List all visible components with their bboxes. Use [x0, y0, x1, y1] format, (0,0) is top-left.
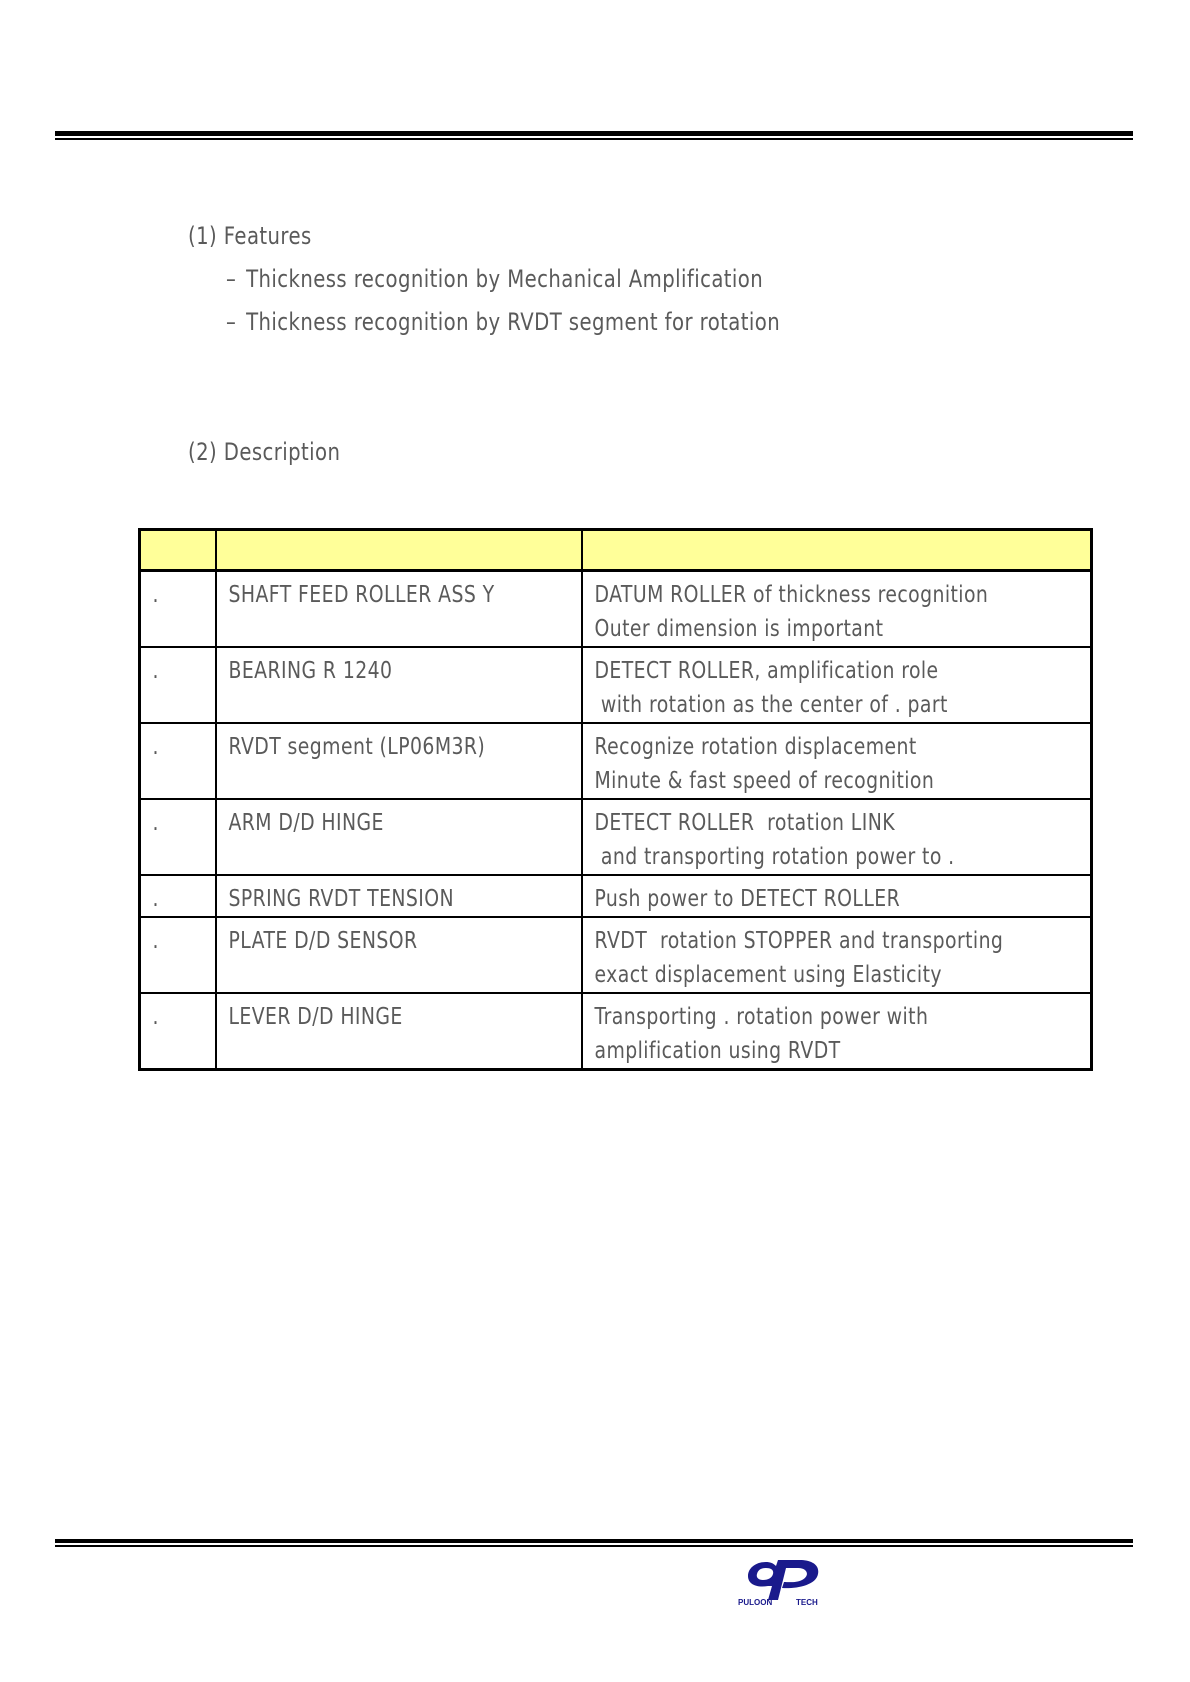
header-no [140, 530, 216, 571]
logo-mark-icon [738, 1556, 828, 1606]
part-name: LEVER D/D HINGE [227, 1004, 403, 1030]
logo-left-text: PULOON [738, 1598, 773, 1606]
cell-name [216, 799, 582, 875]
part-description-line: Recognize rotation displacement [593, 734, 917, 760]
part-name: SPRING RVDT TENSION [227, 886, 454, 912]
bullet-dash: – [226, 308, 237, 336]
table-row [140, 875, 1092, 917]
part-number: . [152, 1004, 159, 1030]
features-bullet [226, 265, 763, 293]
bullet-text: Thickness recognition by Mechanical Amplification [246, 265, 764, 293]
part-description-line: and transporting rotation power to . [593, 844, 955, 870]
cell-desc [582, 917, 1092, 993]
cell-desc [582, 875, 1092, 917]
cell-no [140, 875, 216, 917]
part-description-line: DETECT ROLLER rotation LINK [593, 810, 895, 836]
cell-name [216, 875, 582, 917]
part-number: . [152, 810, 159, 836]
table-body [140, 571, 1092, 1070]
bottom-rule-thick [55, 1539, 1133, 1543]
table-header-row [140, 530, 1092, 571]
part-name: RVDT segment (LP06M3R) [227, 734, 485, 760]
table-row [140, 917, 1092, 993]
table-row [140, 571, 1092, 648]
table-row [140, 723, 1092, 799]
cell-desc [582, 723, 1092, 799]
features-heading: (1) Features [188, 222, 312, 250]
part-name: BEARING R 1240 [227, 658, 392, 684]
cell-no [140, 647, 216, 723]
top-rule-thick [55, 131, 1133, 136]
table-row [140, 799, 1092, 875]
part-description-line: Outer dimension is important [593, 616, 883, 642]
bullet-dash: – [226, 265, 237, 293]
bullet-text: Thickness recognition by RVDT segment for rotation [246, 308, 781, 336]
top-rule-thin [55, 138, 1133, 140]
cell-name [216, 993, 582, 1070]
cell-no [140, 571, 216, 648]
header-desc [582, 530, 1092, 571]
cell-desc [582, 647, 1092, 723]
cell-no [140, 993, 216, 1070]
part-description-line: Minute & fast speed of recognition [593, 768, 934, 794]
part-number: . [152, 734, 159, 760]
part-number: . [152, 582, 159, 608]
cell-desc [582, 571, 1092, 648]
parts-table [138, 528, 1093, 1071]
puloon-tech-logo [738, 1556, 828, 1606]
part-description-line: Transporting . rotation power with [593, 1004, 928, 1030]
cell-name [216, 723, 582, 799]
part-number: . [152, 928, 159, 954]
cell-no [140, 723, 216, 799]
part-name: PLATE D/D SENSOR [227, 928, 418, 954]
logo-right-text: TECH [796, 1598, 818, 1606]
part-description-line: exact displacement using Elasticity [593, 962, 942, 988]
cell-name [216, 647, 582, 723]
part-description-line: DETECT ROLLER, amplification role [593, 658, 939, 684]
description-heading: (2) Description [188, 438, 341, 466]
table-row [140, 647, 1092, 723]
part-description-line: DATUM ROLLER of thickness recognition [593, 582, 988, 608]
part-name: SHAFT FEED ROLLER ASS Y [227, 582, 495, 608]
bottom-rule-thin [55, 1545, 1133, 1547]
part-name: ARM D/D HINGE [227, 810, 384, 836]
cell-desc [582, 799, 1092, 875]
cell-name [216, 917, 582, 993]
part-number: . [152, 658, 159, 684]
header-name [216, 530, 582, 571]
features-bullet [226, 308, 780, 336]
table-row [140, 993, 1092, 1070]
part-description-line: RVDT rotation STOPPER and transporting [593, 928, 1003, 954]
cell-desc [582, 993, 1092, 1070]
cell-no [140, 917, 216, 993]
part-description-line: Push power to DETECT ROLLER [593, 886, 900, 912]
part-description-line: with rotation as the center of . part [593, 692, 948, 718]
cell-no [140, 799, 216, 875]
part-description-line: amplification using RVDT [593, 1038, 841, 1064]
part-number: . [152, 886, 159, 912]
cell-name [216, 571, 582, 648]
